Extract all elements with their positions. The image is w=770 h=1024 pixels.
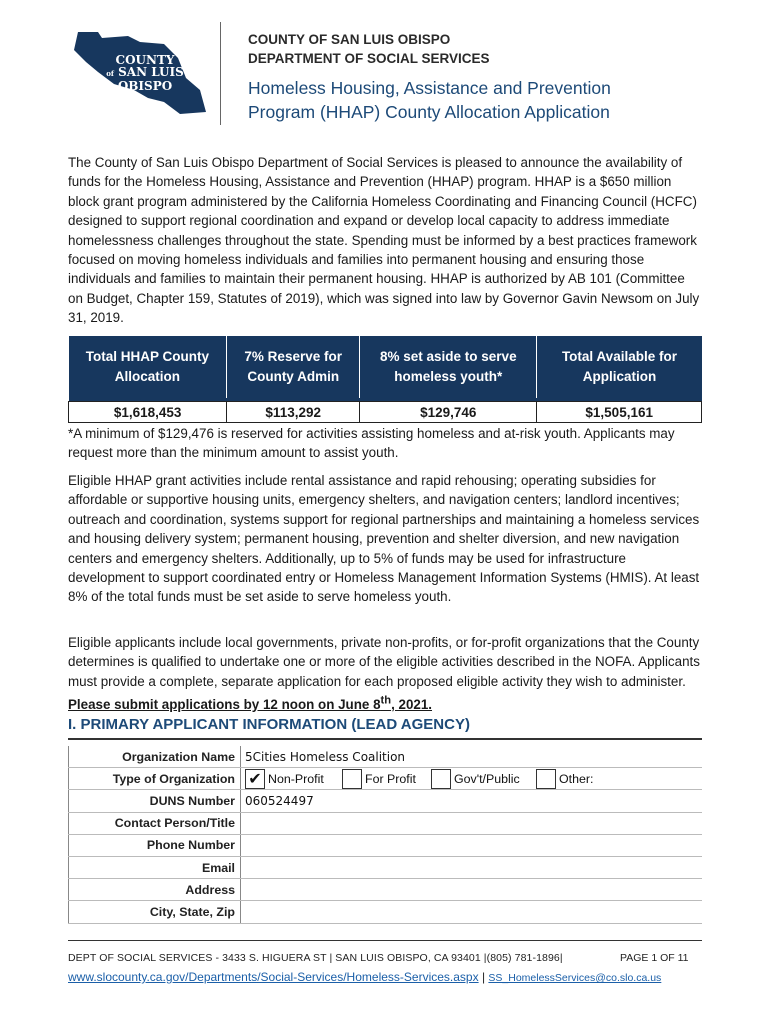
email-link[interactable]: SS_HomelessServices@co.slo.ca.us bbox=[488, 972, 662, 984]
page-header bbox=[68, 20, 708, 130]
phone-field[interactable] bbox=[241, 834, 703, 856]
other-checkbox[interactable] bbox=[536, 769, 556, 789]
title-line-2: Program (HHAP) County Allocation Application bbox=[248, 102, 610, 122]
footer-rule bbox=[68, 940, 702, 941]
eligible-applicants-paragraph bbox=[68, 633, 702, 714]
contact-field[interactable] bbox=[241, 812, 703, 834]
deadline-sup: th bbox=[380, 694, 392, 707]
deadline-text bbox=[68, 694, 433, 712]
footer-separator: | bbox=[478, 970, 489, 984]
govt-checkbox[interactable] bbox=[431, 769, 451, 789]
label-phone: Phone Number bbox=[69, 834, 241, 856]
website-link[interactable]: www.slocounty.ca.gov/Departments/Social-Services/Homeless-Services.aspx bbox=[68, 970, 479, 984]
nonprofit-checkbox[interactable]: ✔ bbox=[245, 769, 265, 789]
department-name: DEPARTMENT OF SOCIAL SERVICES bbox=[248, 51, 490, 66]
footer-address: DEPT OF SOCIAL SERVICES - 3433 S. HIGUERA ST | SAN LUIS OBISPO, CA 93401 |(805) 781-1896| bbox=[68, 952, 563, 964]
value-admin-reserve: $113,292 bbox=[227, 402, 360, 423]
header-text bbox=[248, 30, 718, 124]
eligible-applicants-text: Eligible applicants include local governments, private non-profits, or for-profit organizations that the County determines is qualified to undertake one or more of the eligible activities described in the NOFA. Applicants must provide a complete, separate application for each proposed eligible activity they wish to administer. bbox=[68, 635, 700, 689]
form-row-city bbox=[69, 901, 703, 923]
allocation-table bbox=[68, 336, 702, 423]
label-org-name: Organization Name bbox=[69, 746, 241, 768]
header-admin-reserve: 7% Reserve for County Admin bbox=[227, 336, 360, 398]
header-total-available: Total Available for Application bbox=[537, 336, 702, 398]
youth-footnote: *A minimum of $129,476 is reserved for activities assisting homeless and at-risk youth. Applicants may request more than the minimum amount to assist youth. bbox=[68, 426, 675, 461]
form-row-email bbox=[69, 856, 703, 878]
value-total-allocation: $1,618,453 bbox=[69, 402, 227, 423]
label-org-type: Type of Organization bbox=[69, 768, 241, 790]
page-number: PAGE 1 OF 11 bbox=[620, 952, 689, 964]
label-address: Address bbox=[69, 879, 241, 901]
org-name-field[interactable]: 5Cities Homeless Coalition bbox=[241, 746, 703, 768]
value-total-available: $1,505,161 bbox=[537, 402, 702, 423]
logo-line-obispo: OBISPO bbox=[117, 79, 173, 93]
section-title: I. PRIMARY APPLICANT INFORMATION (LEAD AGENCY) bbox=[68, 716, 470, 733]
form-row-org-type bbox=[69, 768, 703, 790]
email-field[interactable] bbox=[241, 856, 703, 878]
nonprofit-label: Non-Profit bbox=[268, 771, 324, 786]
logo-line-county: COUNTY bbox=[115, 53, 175, 67]
org-type-options bbox=[245, 768, 702, 789]
county-logo bbox=[68, 28, 208, 118]
deadline-year: , 2021. bbox=[391, 696, 433, 712]
footer-links bbox=[68, 970, 661, 984]
eligible-activities-paragraph: Eligible HHAP grant activities include rental assistance and rapid rehousing; operating subsidies for affordable or supportive housing units, emergency shelters, and navigation centers; landlord incentives; outreach and coordination, systems support for regional partnerships and maintaining a homeless services and housing delivery system; permanent housing, prevention and shelter diversion, and new navigation centers and emergency shelters. Additionally, up to 5% of funds may be used for infrastructure development to support coordinated entry or Homeless Management Information Systems (HMIS). At least 8% of the total funds must be set aside to serve homeless youth. bbox=[68, 473, 700, 605]
value-youth-setaside: $129,746 bbox=[360, 402, 537, 423]
form-row-address bbox=[69, 879, 703, 901]
header-divider bbox=[220, 22, 221, 125]
section-rule bbox=[68, 738, 702, 740]
city-field[interactable] bbox=[241, 901, 703, 923]
label-email: Email bbox=[69, 856, 241, 878]
label-city: City, State, Zip bbox=[69, 901, 241, 923]
forprofit-label: For Profit bbox=[365, 771, 416, 786]
logo-line-sanluis: SAN LUIS bbox=[118, 65, 184, 79]
deadline-main: Please submit applications by 12 noon on June 8 bbox=[68, 696, 381, 712]
form-row-phone bbox=[69, 834, 703, 856]
duns-field[interactable]: 060524497 bbox=[241, 790, 703, 812]
forprofit-checkbox[interactable] bbox=[342, 769, 362, 789]
applicant-form bbox=[68, 746, 702, 924]
other-label: Other: bbox=[559, 771, 594, 786]
document-title bbox=[248, 76, 718, 124]
title-line-1: Homeless Housing, Assistance and Prevention bbox=[248, 78, 611, 98]
form-row-org-name bbox=[69, 746, 703, 768]
form-row-duns bbox=[69, 790, 703, 812]
allocation-header-row bbox=[69, 336, 702, 398]
org-type-field bbox=[241, 768, 703, 790]
header-youth-setaside: 8% set aside to serve homeless youth* bbox=[360, 336, 537, 398]
label-duns: DUNS Number bbox=[69, 790, 241, 812]
county-name: COUNTY OF SAN LUIS OBISPO bbox=[248, 32, 451, 47]
logo-text bbox=[90, 54, 200, 92]
label-contact: Contact Person/Title bbox=[69, 812, 241, 834]
intro-paragraph: The County of San Luis Obispo Department of Social Services is pleased to announce the availability of funds for the Homeless Housing, Assistance and Prevention (HHAP) program. HHAP is a $650 million block grant program administered by the California Homeless Coordinating and Financing Council (HCFC) designed to support regional coordination and expand or develop local capacity to address immediate homelessness challenges throughout the state. Spending must be informed by a best practices framework focused on moving homeless individuals and families into permanent housing and ensuring those individuals and families to maintain their permanent housing. HHAP is authorized by AB 101 (Committee on Budget, Chapter 159, Statutes of 2019), which was signed into law by Governor Gavin Newsom on July 31, 2019. bbox=[68, 155, 700, 326]
govt-label: Gov't/Public bbox=[454, 771, 520, 786]
address-field[interactable] bbox=[241, 879, 703, 901]
logo-of: of bbox=[106, 69, 114, 78]
form-row-contact bbox=[69, 812, 703, 834]
allocation-value-row bbox=[69, 402, 702, 423]
header-total-allocation: Total HHAP County Allocation bbox=[69, 336, 227, 398]
